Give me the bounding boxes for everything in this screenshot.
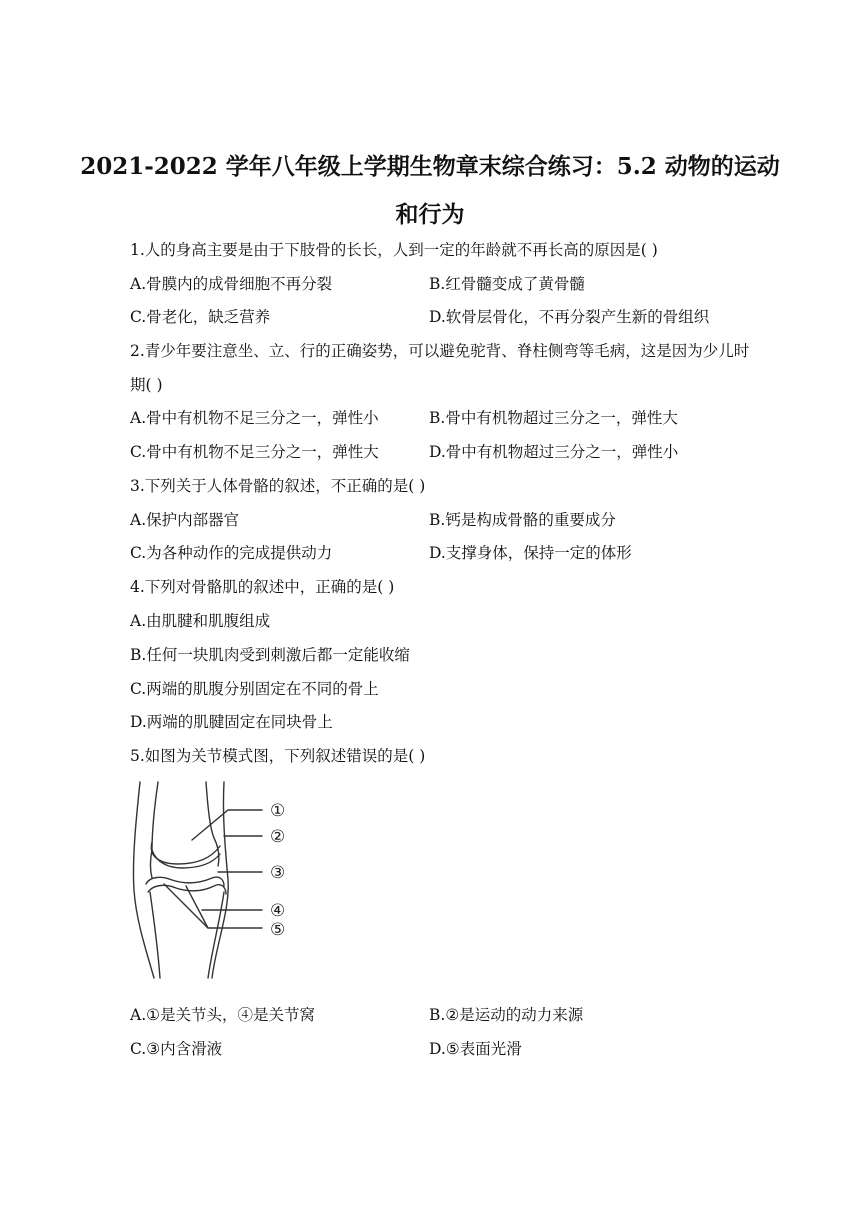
upper-bone-outline-left — [151, 782, 159, 878]
figure-label-2: ② — [270, 827, 286, 847]
question-1-option-d: D.软骨层骨化，不再分裂产生新的骨组织 — [429, 308, 710, 326]
question-1-option-b: B.红骨髓变成了黄骨髓 — [429, 275, 585, 293]
question-1-option-c: C.骨老化，缺乏营养 — [130, 308, 271, 326]
figure-label-1: ① — [270, 801, 286, 821]
joint-socket-cartilage — [146, 877, 224, 886]
question-2-option-c: C.骨中有机物不足三分之一，弹性大 — [130, 443, 379, 461]
question-5-option-d: D.⑤表面光滑 — [429, 1040, 522, 1058]
figure-label-5: ⑤ — [270, 920, 286, 940]
figure-label-3: ③ — [270, 863, 286, 883]
question-4-option-b: B.任何一块肌肉受到刺激后都一定能收缩 — [130, 646, 410, 664]
question-5-option-c: C.③内含滑液 — [130, 1040, 223, 1058]
question-3-option-d: D.支撑身体，保持一定的体形 — [429, 544, 632, 562]
question-2-option-a: A.骨中有机物不足三分之一，弹性小 — [130, 409, 379, 427]
question-1-option-a: A.骨膜内的成骨细胞不再分裂 — [130, 275, 333, 293]
question-2-stem-line-2: 期( ) — [130, 376, 163, 394]
document-title-line-1: 2021-2022 学年八年级上学期生物章末综合练习：5.2 动物的运动 — [80, 153, 780, 180]
question-4-option-d: D.两端的肌腱固定在同块骨上 — [130, 713, 333, 731]
question-2-option-d: D.骨中有机物超过三分之一，弹性小 — [429, 443, 679, 461]
document-title-line-2: 和行为 — [395, 201, 465, 228]
question-4-option-c: C.两端的肌腹分别固定在不同的骨上 — [130, 680, 379, 698]
question-2-option-b: B.骨中有机物超过三分之一，弹性大 — [429, 409, 678, 427]
question-2-stem-line-1: 2.青少年要注意坐、立、行的正确姿势，可以避免驼背、脊柱侧弯等毛病，这是因为少儿时 — [130, 342, 750, 360]
question-4-stem: 4.下列对骨骼肌的叙述中，正确的是( ) — [130, 578, 395, 596]
joint-head — [151, 842, 220, 864]
figure-label-4: ④ — [270, 901, 286, 921]
question-3-stem: 3.下列关于人体骨骼的叙述，不正确的是( ) — [130, 477, 426, 495]
question-1-stem: 1.人的身高主要是由于下肢骨的长长，人到一定的年龄就不再长高的原因是( ) — [130, 241, 658, 259]
question-3-option-a: A.保护内部器官 — [130, 511, 240, 529]
question-3-option-c: C.为各种动作的完成提供动力 — [130, 544, 333, 562]
question-3-option-b: B.钙是构成骨骼的重要成分 — [429, 511, 616, 529]
question-4-option-a: A.由肌腱和肌腹组成 — [130, 612, 271, 630]
question-5-stem: 5.如图为关节模式图，下列叙述错误的是( ) — [130, 747, 426, 765]
joint-head-cartilage — [152, 850, 220, 868]
question-5-option-b: B.②是运动的动力来源 — [429, 1006, 584, 1024]
lower-bone-outline-left — [150, 892, 160, 978]
leader-line-5b — [186, 886, 208, 928]
joint-capsule-left — [133, 782, 154, 978]
joint-diagram — [128, 780, 308, 980]
leader-line-5a — [164, 884, 262, 928]
question-5-option-a: A.①是关节头，④是关节窝 — [130, 1006, 316, 1024]
lower-bone-outline-right — [208, 892, 224, 978]
